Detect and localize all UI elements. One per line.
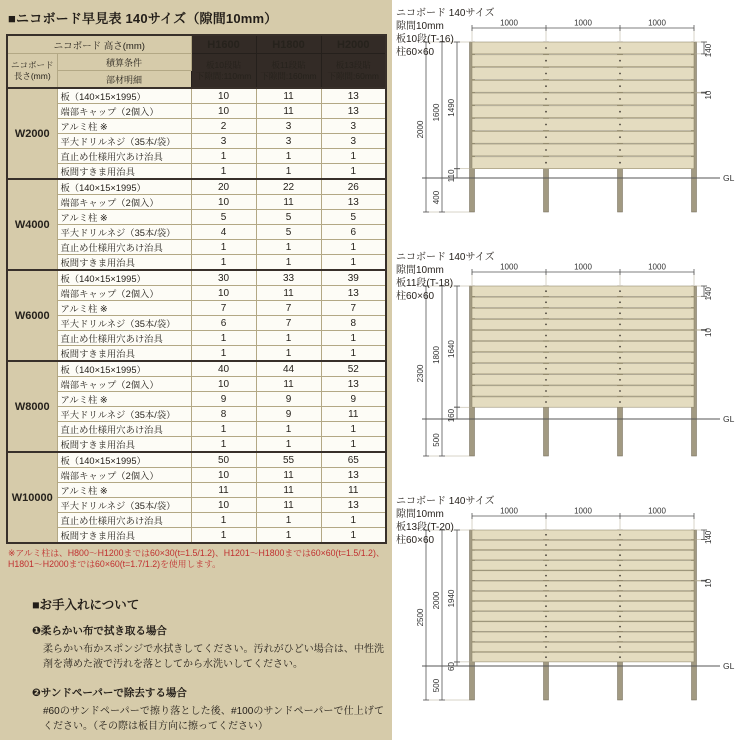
part-name: 板間すきま用治具 (57, 528, 191, 544)
part-qty: 22 (256, 179, 321, 195)
part-name: 直止め仕様用穴あけ治具 (57, 422, 191, 437)
fence-diagram-3 (392, 492, 740, 736)
svg-text:140: 140 (704, 530, 713, 544)
part-qty: 1 (321, 422, 386, 437)
table-row (7, 255, 386, 271)
part-name: 端部キャップ（2個入） (57, 377, 191, 392)
svg-text:10: 10 (704, 328, 713, 337)
table-row (7, 468, 386, 483)
part-qty: 1 (256, 240, 321, 255)
part-qty: 13 (321, 286, 386, 301)
part-qty: 1 (256, 437, 321, 453)
part-qty: 11 (321, 483, 386, 498)
height-header-label: ニコボード 高さ(mm) (7, 35, 191, 54)
care-section (32, 595, 384, 734)
part-qty: 7 (321, 301, 386, 316)
part-qty: 11 (191, 483, 256, 498)
svg-text:1490: 1490 (447, 98, 456, 117)
part-qty: 1 (256, 331, 321, 346)
svg-text:1000: 1000 (500, 506, 518, 516)
part-qty: 1 (191, 422, 256, 437)
part-name: 直止め仕様用穴あけ治具 (57, 149, 191, 164)
part-qty: 10 (191, 88, 256, 104)
part-qty: 50 (191, 452, 256, 468)
table-row (7, 104, 386, 119)
table-body (7, 88, 386, 543)
diagram-title-line: ニコボード 140サイズ (396, 496, 495, 507)
part-qty: 11 (256, 377, 321, 392)
diagram-title-line: ニコボード 140サイズ (396, 8, 495, 19)
part-qty: 13 (321, 195, 386, 210)
part-qty: 6 (191, 316, 256, 331)
condition-line: 下隙間:160mm (260, 70, 317, 81)
diagram-title-line: 板13段(T-20) (396, 522, 454, 533)
part-qty: 11 (256, 483, 321, 498)
condition-h1800 (256, 54, 321, 89)
group-label: W8000 (7, 361, 57, 452)
part-qty: 1 (191, 149, 256, 164)
diagram-title-line: ニコボード 140サイズ (396, 252, 495, 263)
part-name: 平大ドリルネジ（35本/袋） (57, 225, 191, 240)
part-qty: 3 (256, 134, 321, 149)
table-row (7, 286, 386, 301)
svg-text:GL: GL (723, 173, 735, 183)
part-name: 板（140×15×1995） (57, 270, 191, 286)
part-qty: 11 (256, 286, 321, 301)
svg-text:2000: 2000 (432, 591, 441, 610)
svg-text:2000: 2000 (416, 120, 425, 139)
part-qty: 1 (321, 149, 386, 164)
part-name: 端部キャップ（2個入） (57, 468, 191, 483)
part-name: アルミ柱 ※ (57, 301, 191, 316)
part-qty: 1 (191, 437, 256, 453)
svg-text:1000: 1000 (648, 506, 666, 516)
table-row (7, 407, 386, 422)
table-row (7, 88, 386, 104)
diagram-title-line: 板11段(T-18) (396, 278, 454, 289)
care-item-heading: ❷サンドペーパーで除去する場合 (32, 686, 187, 699)
part-qty: 20 (191, 179, 256, 195)
part-qty: 2 (191, 119, 256, 134)
part-qty: 1 (191, 240, 256, 255)
diagram-title-line: 隙間10mm (396, 509, 444, 520)
part-qty: 9 (321, 392, 386, 407)
part-qty: 1 (191, 346, 256, 362)
part-name: 板間すきま用治具 (57, 164, 191, 180)
svg-text:2300: 2300 (416, 364, 425, 383)
part-qty: 9 (256, 407, 321, 422)
part-qty: 11 (256, 468, 321, 483)
table-row (7, 270, 386, 286)
part-name: アルミ柱 ※ (57, 483, 191, 498)
table-row (7, 498, 386, 513)
part-qty: 13 (321, 498, 386, 513)
svg-text:GL: GL (723, 414, 735, 424)
table-row (7, 346, 386, 362)
part-qty: 44 (256, 361, 321, 377)
col-header-h1800: H1800 (256, 35, 321, 54)
care-item-body: #60のサンドペーパーで擦り落とした後、#100のサンドペーパーで仕上げてください。（その際は板目方向に擦ってください） (43, 705, 384, 732)
part-name: アルミ柱 ※ (57, 210, 191, 225)
diagram-title-line: 隙間10mm (396, 21, 444, 32)
condition-line: 板13段貼 (335, 59, 371, 70)
part-qty: 1 (321, 255, 386, 271)
part-qty: 3 (256, 119, 321, 134)
part-qty: 33 (256, 270, 321, 286)
part-qty: 6 (321, 225, 386, 240)
part-qty: 1 (191, 164, 256, 180)
part-qty: 8 (321, 316, 386, 331)
diagram-title-line: 柱60×60 (396, 291, 435, 302)
condition-h2000 (321, 54, 386, 89)
part-name: 端部キャップ（2個入） (57, 104, 191, 119)
table-row (7, 316, 386, 331)
parts-label: 部材明細 (57, 71, 191, 89)
diagram-title-line: 隙間10mm (396, 265, 444, 276)
part-qty: 10 (191, 498, 256, 513)
condition-line: 下隙間:110mm (195, 70, 252, 81)
table-row (7, 225, 386, 240)
part-name: 端部キャップ（2個入） (57, 195, 191, 210)
table-row (7, 134, 386, 149)
part-name: 平大ドリルネジ（35本/袋） (57, 134, 191, 149)
part-qty: 65 (321, 452, 386, 468)
part-qty: 7 (256, 316, 321, 331)
svg-text:1000: 1000 (500, 262, 518, 272)
part-qty: 5 (256, 225, 321, 240)
svg-text:110: 110 (447, 169, 456, 183)
part-qty: 9 (191, 392, 256, 407)
group-label: W2000 (7, 88, 57, 179)
table-footnote: ※アルミ柱は、H800〜H1200までは60×30(t=1.5/1.2)、H1201〜H1800までは60×60(t=1.5/1.2)、H1801〜H2000までは60×60(t=1.7/1.2)を使用します。 (8, 548, 385, 570)
care-item (32, 623, 384, 672)
condition-h1600 (191, 54, 256, 89)
part-qty: 5 (191, 210, 256, 225)
svg-text:1800: 1800 (432, 346, 441, 364)
header-row-heights (7, 35, 386, 54)
table-row (7, 422, 386, 437)
part-qty: 3 (321, 119, 386, 134)
svg-text:400: 400 (432, 190, 441, 205)
group-label: W6000 (7, 270, 57, 361)
length-header-label: ニコボード長さ(mm) (7, 54, 57, 89)
group-label: W4000 (7, 179, 57, 270)
part-qty: 1 (256, 422, 321, 437)
part-name: アルミ柱 ※ (57, 119, 191, 134)
part-qty: 1 (191, 513, 256, 528)
svg-text:140: 140 (704, 287, 713, 301)
part-qty: 1 (321, 331, 386, 346)
table-row (7, 513, 386, 528)
col-header-h1600: H1600 (191, 35, 256, 54)
part-name: 平大ドリルネジ（35本/袋） (57, 316, 191, 331)
care-item-heading: ❶柔らかい布で拭き取る場合 (32, 624, 167, 637)
group-label: W10000 (7, 452, 57, 543)
table-row (7, 195, 386, 210)
part-qty: 1 (256, 255, 321, 271)
table-row (7, 210, 386, 225)
part-qty: 7 (256, 301, 321, 316)
part-qty: 11 (256, 195, 321, 210)
fence-diagram-2 (392, 248, 740, 492)
svg-text:10: 10 (704, 90, 713, 100)
svg-text:2500: 2500 (416, 608, 425, 627)
part-qty: 13 (321, 88, 386, 104)
part-qty: 1 (321, 240, 386, 255)
part-name: 直止め仕様用穴あけ治具 (57, 331, 191, 346)
table-row (7, 528, 386, 544)
svg-text:1000: 1000 (574, 18, 592, 28)
care-item-body: 柔らかい布かスポンジで水拭きしてください。汚れがひどい場合は、中性洗剤を薄めた液で汚れを落としてから水洗いしてください。 (43, 643, 384, 670)
part-name: アルミ柱 ※ (57, 392, 191, 407)
part-qty: 5 (321, 210, 386, 225)
part-qty: 1 (321, 437, 386, 453)
parts-table (6, 34, 387, 544)
diagram-titles (396, 495, 495, 547)
condition-line: 下隙間:60mm (327, 70, 379, 81)
part-qty: 10 (191, 468, 256, 483)
part-qty: 10 (191, 195, 256, 210)
part-qty: 1 (256, 164, 321, 180)
part-name: 板間すきま用治具 (57, 346, 191, 362)
table-row (7, 377, 386, 392)
part-qty: 4 (191, 225, 256, 240)
diagram-title-line: 柱60×60 (396, 47, 435, 58)
part-qty: 1 (256, 149, 321, 164)
col-header-h2000: H2000 (321, 35, 386, 54)
part-qty: 1 (321, 164, 386, 180)
part-qty: 7 (191, 301, 256, 316)
part-name: 板間すきま用治具 (57, 255, 191, 271)
part-qty: 10 (191, 286, 256, 301)
part-qty: 1 (256, 528, 321, 544)
svg-text:1000: 1000 (648, 18, 666, 28)
part-qty: 5 (256, 210, 321, 225)
table-row (7, 301, 386, 316)
part-name: 板間すきま用治具 (57, 437, 191, 453)
svg-text:160: 160 (447, 408, 456, 423)
part-qty: 1 (191, 528, 256, 544)
part-qty: 8 (191, 407, 256, 422)
part-qty: 3 (321, 134, 386, 149)
part-qty: 40 (191, 361, 256, 377)
header-row-conditions (7, 54, 386, 71)
part-qty: 55 (256, 452, 321, 468)
condition-line: 板11段貼 (271, 59, 306, 70)
care-title: ■お手入れについて (32, 597, 140, 612)
condition-line: 板10段貼 (206, 59, 241, 70)
part-qty: 11 (256, 104, 321, 119)
cond-label: 積算条件 (57, 54, 191, 71)
part-qty: 39 (321, 270, 386, 286)
part-name: 端部キャップ（2個入） (57, 286, 191, 301)
part-qty: 10 (191, 104, 256, 119)
svg-text:1000: 1000 (574, 506, 592, 516)
part-name: 板（140×15×1995） (57, 452, 191, 468)
part-name: 直止め仕様用穴あけ治具 (57, 240, 191, 255)
part-qty: 30 (191, 270, 256, 286)
part-name: 板（140×15×1995） (57, 361, 191, 377)
part-qty: 11 (321, 407, 386, 422)
svg-text:10: 10 (704, 578, 713, 588)
svg-text:500: 500 (432, 678, 441, 693)
diagram-titles (396, 251, 495, 303)
part-qty: 1 (256, 513, 321, 528)
diagram-title-line: 板10段(T-16) (396, 34, 454, 45)
svg-text:GL: GL (723, 661, 735, 671)
part-qty: 52 (321, 361, 386, 377)
table-row (7, 392, 386, 407)
part-name: 平大ドリルネジ（35本/袋） (57, 407, 191, 422)
table-row (7, 240, 386, 255)
table-row (7, 452, 386, 468)
svg-text:1640: 1640 (447, 340, 456, 358)
page-title: ■ニコボード早見表 140サイズ（隙間10mm） (8, 11, 278, 26)
part-qty: 1 (321, 528, 386, 544)
part-name: 板（140×15×1995） (57, 179, 191, 195)
part-qty: 3 (191, 134, 256, 149)
table-row (7, 361, 386, 377)
part-qty: 13 (321, 468, 386, 483)
fence-diagram-1 (392, 4, 740, 248)
part-qty: 13 (321, 104, 386, 119)
svg-text:1000: 1000 (574, 262, 592, 272)
part-qty: 1 (191, 331, 256, 346)
table-row (7, 437, 386, 453)
diagram-panel (392, 0, 740, 740)
table-row (7, 331, 386, 346)
part-qty: 1 (256, 346, 321, 362)
part-name: 板（140×15×1995） (57, 88, 191, 104)
svg-text:1000: 1000 (500, 18, 518, 28)
svg-text:500: 500 (432, 433, 441, 447)
table-row (7, 164, 386, 180)
part-qty: 11 (256, 88, 321, 104)
part-qty: 1 (191, 255, 256, 271)
part-qty: 1 (321, 513, 386, 528)
svg-text:1600: 1600 (432, 103, 441, 122)
part-name: 直止め仕様用穴あけ治具 (57, 513, 191, 528)
table-row (7, 149, 386, 164)
part-qty: 1 (321, 346, 386, 362)
table-row (7, 179, 386, 195)
table-row (7, 483, 386, 498)
svg-text:1940: 1940 (447, 589, 456, 608)
diagram-title-line: 柱60×60 (396, 535, 435, 546)
diagram-titles (396, 7, 495, 59)
part-qty: 26 (321, 179, 386, 195)
svg-text:1000: 1000 (648, 262, 666, 272)
part-qty: 11 (256, 498, 321, 513)
part-name: 平大ドリルネジ（35本/袋） (57, 498, 191, 513)
table-row (7, 119, 386, 134)
svg-text:60: 60 (447, 662, 456, 671)
part-qty: 9 (256, 392, 321, 407)
svg-text:140: 140 (704, 43, 713, 58)
part-qty: 13 (321, 377, 386, 392)
care-item (32, 685, 384, 734)
part-qty: 10 (191, 377, 256, 392)
